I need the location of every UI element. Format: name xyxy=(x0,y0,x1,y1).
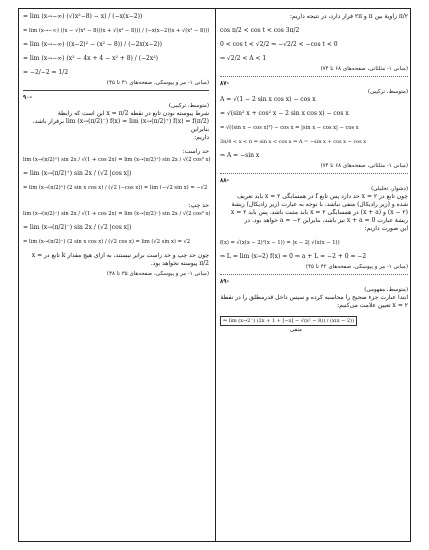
column-divider xyxy=(215,9,216,541)
solution-line: = lim (x→−∞) ((x−2)² − (x² − 8)) / (−2x(x−2)) xyxy=(23,41,163,48)
question-number: ۸۸- xyxy=(220,177,229,184)
question-text: ابتدا عبارت جزء صحیح را محاسبه کرده و سپس داخل قدرمطلق را در نقطهٔ x = ۲ تعیین علامت می‌کنیم: xyxy=(220,294,408,309)
solution-line: = √(sin² x + cos² x − 2 sin x cos x) − cos x xyxy=(220,110,349,117)
source-reference: (مبانی ۱- مثلثاتی، صفحه‌های ۶۸ تا ۷۴) xyxy=(320,163,408,169)
question-text: این صورت داریم: xyxy=(364,225,408,232)
source-reference: (مبانی ۱- مر و پیوسکی، صفحه‌های ۴۲ تا ۴۵) xyxy=(305,264,408,270)
solution-line: ⇒ A = −sin x xyxy=(220,152,260,159)
question-text: lim (x→(π/2)⁻) f(x) = lim (x→(π/2)⁺) f(x) = f(π/2) برقرار باشد، بنابراین xyxy=(32,118,209,133)
solution-line: = lim (x→(π/2)⁻) sin 2x / (√2 |cos x|) xyxy=(23,224,132,231)
question-number: ۸۷- xyxy=(220,80,229,87)
difficulty-tag: (متوسط، ترکیبی) xyxy=(367,89,408,95)
boxed-expression: ⇒ lim (x→2⁻) (2x + 1 + [−x] − √(x² − 8)) / (x(x − 2)) xyxy=(220,316,357,326)
source-reference: (مبانی ۱- مر و پیوسکی، صفحه‌های ۳۵ تا ۳۸) xyxy=(106,271,209,277)
right-column xyxy=(220,13,408,334)
solution-line: = lim (x→(π/2)⁻) (2 sin x cos x) / (√2 cos x) = lim (√2 sin x) = √2 xyxy=(23,239,191,245)
section-label: حد راست: xyxy=(182,148,209,155)
solution-line: lim (x→(π/2)⁻) sin 2x / √(1 + cos 2x) = lim (x→(π/2)⁻) sin 2x / √(2 cos² x) xyxy=(23,211,211,217)
solution-line: A = √(1 − 2 sin x cos x) − cos x xyxy=(220,96,316,103)
question-text: π/۲ زاویهٔ بین π و ۲π قرار دارد، در نتیجه داریم: xyxy=(289,13,408,20)
question-text: ریشهٔ عبارت x + a = 0 نیز باشد، بنابراین a = −۲ خواهد بود. در xyxy=(244,217,408,224)
solution-line: = lim (x→−∞) (√(x²−8) − x) / (−x(x−2)) xyxy=(23,13,143,20)
question-text: شده و (زیر رادیکال) منفی نباشد. با توجه به عبارت (زیر رادیکال) ریشهٔ xyxy=(231,201,408,208)
solution-line: lim (x→(π/2)⁺) sin 2x / √(1 + cos 2x) = lim (x→(π/2)⁺) sin 2x / √(2 cos² x) xyxy=(23,157,211,163)
solution-line: 0 < cos t < √2/2 ⇒ −√2/2 < −cos t < 0 xyxy=(220,41,338,48)
exam-solutions-page xyxy=(18,8,411,542)
question-number: ۹۰- xyxy=(23,94,32,101)
solution-line: = lim (x→−∞) (x² − 4x + 4 − x² + 8) / (−2x²) xyxy=(23,55,159,62)
solution-line: = lim (x→−∞) ((x − √(x² − 8))(x + √(x² − 8))) / (−x(x−2)(x + √(x² − 8))) xyxy=(23,28,210,34)
question-text: چون تابع در x = ۲ حد دارد پس تابع f در همسایگی x = ۲ باید تعریف xyxy=(237,193,408,200)
solution-line: ⇒ L = lim (x→2) f(x) = 0 ⇒ a + L = −2 + 0 = −2 xyxy=(220,253,367,260)
question-text: شرط پیوسته بودن تابع در نقطه x = π/2 این است که رابطهٔ xyxy=(57,110,209,117)
solution-line: = −2/−2 = 1/2 xyxy=(23,69,69,76)
solution-line: cos π/2 < cos t < cos 3π/2 xyxy=(220,27,300,34)
solution-line: = lim (x→(π/2)⁺) sin 2x / (√2 |cos x|) xyxy=(23,170,132,177)
difficulty-tag: (دشوار، تحلیلی) xyxy=(371,186,408,192)
question-text: (x − ۲) و (x + a) در همسایگی x = ۲ باید مثبت باشد. پس باید x = ۲ xyxy=(230,209,408,216)
solution-line: f(x) = √(x(x − 2)²(x − 1)) = |x − 2| √(x(x − 1)) xyxy=(220,240,340,246)
solution-line: = lim (x→(π/2)⁺) (2 sin x cos x) / (√2 (−cos x)) = lim (−√2 sin x) = −√2 xyxy=(23,185,208,191)
solution-line: ⇒ √2/2 < A < 1 xyxy=(220,55,267,62)
sign-annotation: منفی xyxy=(290,327,302,333)
solution-line xyxy=(220,316,408,326)
difficulty-tag: (متوسط، مفهومی) xyxy=(364,287,408,293)
left-column xyxy=(23,13,209,278)
conclusion-text: چون حد چپ و حد راست برابر نیستند، به ازای هیچ مقدار k تابع در x = π/2 پیوسته نخواهد بود. xyxy=(31,252,209,267)
difficulty-tag: (متوسط، ترکیبی) xyxy=(168,103,209,109)
source-reference: (مبانی ۱- مثلثاتی، صفحه‌های ۶۸ تا ۷۴) xyxy=(320,66,408,72)
solution-line: = √((sin x − cos x)²) − cos x = |sin x − cos x| − cos x xyxy=(220,125,359,131)
section-label: حد چپ: xyxy=(188,202,209,209)
section-label: داریم: xyxy=(194,134,209,141)
question-number: ۸۹- xyxy=(220,278,229,285)
solution-line: 3π/4 < x < π ⇒ sin x < cos x ⇒ A = −sin x + cos x − cos x xyxy=(220,139,367,145)
source-reference: (مبانی ۱- مر و پیوسکی، صفحه‌های ۴۱ تا ۴۵) xyxy=(106,80,209,86)
